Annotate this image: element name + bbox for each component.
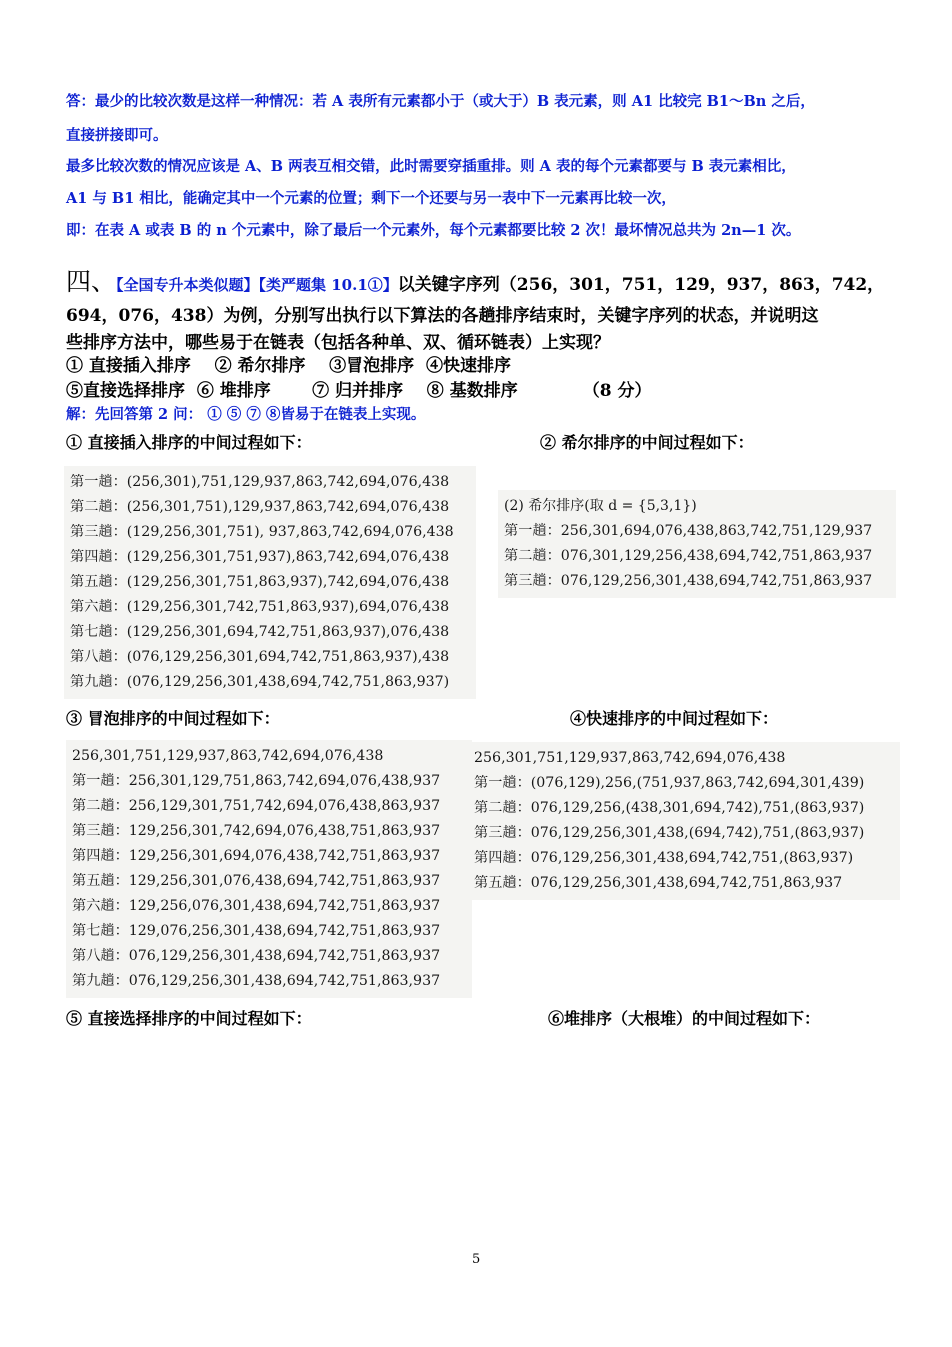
step-row: 第一趟：(076,129),256,(751,937,863,742,694,301,439): [474, 775, 865, 791]
step-row: 第二趟：076,129,256,(438,301,694,742),751,(863,937): [474, 800, 865, 816]
step-row: (2) 希尔排序(取 d = {5,3,1}): [504, 498, 697, 514]
step-row: 第一趟：256,301,129,751,863,742,694,076,438,937: [72, 773, 441, 789]
step-row: 256,301,751,129,937,863,742,694,076,438: [72, 748, 384, 764]
question-four: [66, 268, 892, 357]
step-row: 第七趟：(129,256,301,694,742,751,863,937),076,438: [70, 624, 450, 640]
step-row: 第四趟：129,256,301,694,076,438,742,751,863,937: [72, 848, 441, 864]
shell-sort-caption: ② 希尔排序的中间过程如下：: [540, 433, 754, 452]
step-row: 第五趟：076,129,256,301,438,694,742,751,863,937: [474, 875, 843, 891]
selection-sort-caption: ⑤ 直接选择排序的中间过程如下：: [66, 1009, 312, 1028]
step-row: 256,301,751,129,937,863,742,694,076,438: [474, 750, 786, 766]
page-number: 5: [472, 1252, 481, 1267]
step-row: 第五趟：(129,256,301,751,863,937),742,694,076,438: [70, 574, 450, 590]
step-row: 第三趟：076,129,256,301,438,694,742,751,863,937: [504, 573, 873, 589]
step-row: 第八趟：(076,129,256,301,694,742,751,863,937),438: [70, 649, 450, 665]
sort-methods-row: ① 直接插入排序 ② 希尔排序 ③冒泡排序 ④快速排序: [66, 356, 512, 376]
question-number: 四、: [66, 267, 117, 296]
answer-line: 最多比较次数的情况应该是 A、B 两表互相交错，此时需要穿插重排。则 A 表的每个元素都要与 B 表元素相比，: [66, 158, 796, 175]
answer-line: A1 与 B1 相比，能确定其中一个元素的位置；剩下一个还要与另一表中下一元素再比较一次，: [66, 190, 676, 207]
bubble-sort-steps: [66, 740, 472, 998]
step-row: 第二趟：076,301,129,256,438,694,742,751,863,937: [504, 548, 873, 564]
quick-sort-caption: ④快速排序的中间过程如下：: [570, 709, 779, 728]
insertion-sort-caption: ① 直接插入排序的中间过程如下：: [66, 433, 312, 452]
solution-intro: 解：先回答第 2 问： ① ⑤ ⑦ ⑧皆易于在链表上实现。: [66, 406, 426, 423]
quick-sort-steps: [468, 742, 900, 900]
step-row: 第三趟：076,129,256,301,438,(694,742),751,(863,937): [474, 825, 865, 841]
insertion-sort-steps: [64, 466, 476, 699]
step-row: 第九趟：076,129,256,301,438,694,742,751,863,937: [72, 973, 441, 989]
answer-line: 答：最少的比较次数是这样一种情况：若 A 表所有元素都小于（或大于）B 表元素，则 A1 比较完 B1～Bn 之后，: [66, 93, 815, 110]
step-row: 第五趟：129,256,301,076,438,694,742,751,863,937: [72, 873, 441, 889]
answer-line: 直接拼接即可。: [66, 127, 168, 144]
step-row: 第六趟：129,256,076,301,438,694,742,751,863,937: [72, 898, 441, 914]
shell-sort-steps: [498, 490, 896, 598]
heap-sort-caption: ⑥堆排序（大根堆）的中间过程如下：: [548, 1009, 821, 1028]
question-text: 以关键字序列（256，301，751，129，937，863，742，: [397, 275, 885, 295]
sort-methods-row: ⑤直接选择排序 ⑥ 堆排序 ⑦ 归并排序 ⑧ 基数排序 （8 分）: [66, 381, 652, 401]
step-row: 第七趟：129,076,256,301,438,694,742,751,863,937: [72, 923, 441, 939]
question-text: 694，076，438）为例，分别写出执行以下算法的各趟排序结束时，关键字序列的状态，并说明这: [66, 306, 819, 326]
answer-paragraph: [66, 92, 896, 241]
step-row: 第三趟：129,256,301,742,694,076,438,751,863,937: [72, 823, 441, 839]
answer-line: 即：在表 A 或表 B 的 n 个元素中，除了最后一个元素外，每个元素都要比较 2 次！最坏情况总共为 2n—1 次。: [66, 222, 801, 239]
step-row: 第一趟：256,301,694,076,438,863,742,751,129,937: [504, 523, 873, 539]
step-row: 第四趟：076,129,256,301,438,694,742,751,(863,937): [474, 850, 854, 866]
step-row: 第三趟：(129,256,301,751), 937,863,742,694,076,438: [70, 524, 454, 540]
step-row: 第一趟：(256,301),751,129,937,863,742,694,076,438: [70, 474, 450, 490]
step-row: 第八趟：076,129,256,301,438,694,742,751,863,937: [72, 948, 441, 964]
step-row: 第二趟：(256,301,751),129,937,863,742,694,076,438: [70, 499, 450, 515]
step-row: 第九趟：(076,129,256,301,438,694,742,751,863,937): [70, 674, 450, 690]
bubble-sort-caption: ③ 冒泡排序的中间过程如下：: [66, 709, 280, 728]
question-text: 些排序方法中，哪些易于在链表（包括各种单、双、循环链表）上实现？: [66, 333, 610, 353]
step-row: 第二趟：256,129,301,751,742,694,076,438,863,937: [72, 798, 441, 814]
step-row: 第六趟：(129,256,301,742,751,863,937),694,076,438: [70, 599, 450, 615]
question-source-tag: 【全国专升本类似题】【类严题集 10.1①】: [116, 276, 398, 294]
step-row: 第四趟：(129,256,301,751,937),863,742,694,076,438: [70, 549, 450, 565]
